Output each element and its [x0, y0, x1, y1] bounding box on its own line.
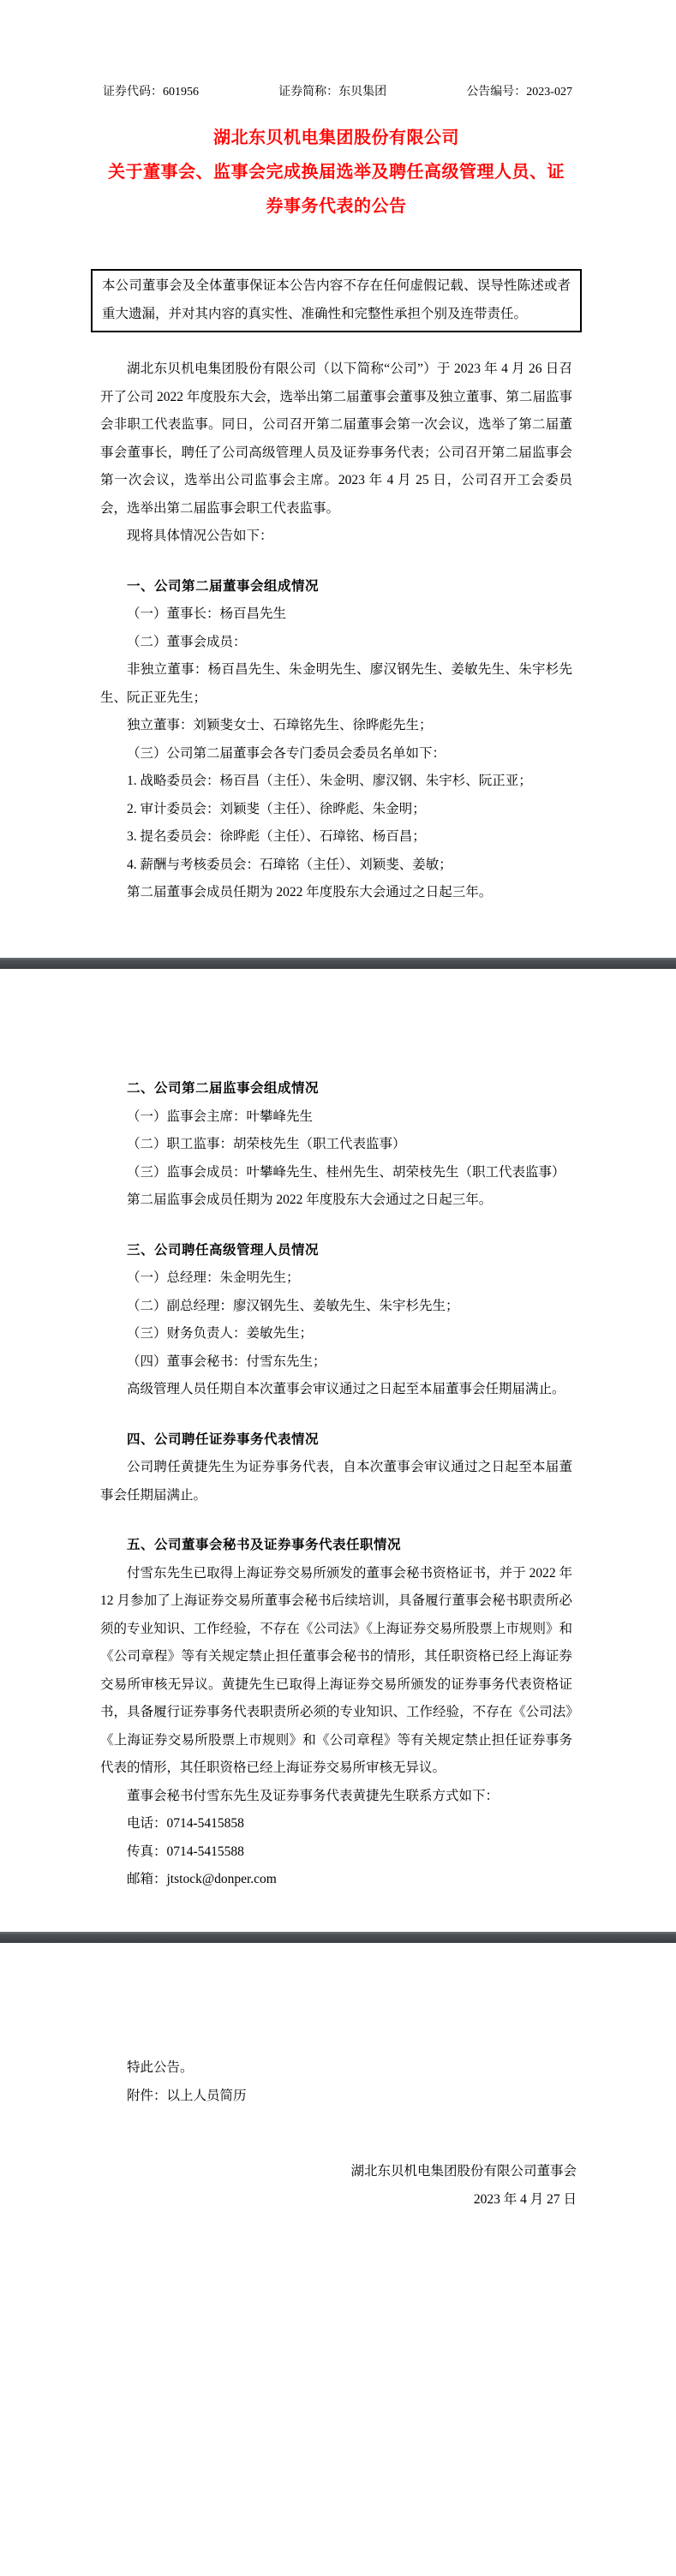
- section-3-heading: 三、公司聘任高级管理人员情况: [127, 1242, 320, 1258]
- section-1-item: 非独立董事：杨百昌先生、朱金明先生、廖汉钢先生、姜敏先生、朱宇杉先生、阮正亚先生；: [100, 662, 572, 705]
- section-1-heading: 一、公司第二届董事会组成情况: [127, 578, 320, 594]
- section-3-item: （一）总经理：朱金明先生；: [127, 1270, 300, 1285]
- section-1-item: 独立董事：刘颖斐女士、石璋铭先生、徐晔彪先生；: [127, 718, 433, 732]
- section-1-item: 3. 提名委员会：徐晔彪（主任）、石璋铭、杨百昌；: [127, 829, 426, 844]
- section-1-item: 第二届董事会成员任期为 2022 年度股东大会通过之日起三年。: [127, 885, 493, 900]
- section-1-item: （二）董事会成员：: [127, 634, 247, 649]
- section-1-item: （三）公司第二届董事会各专门委员会委员名单如下：: [127, 745, 446, 761]
- section-3-item: 高级管理人员任期自本次董事会审议通过之日起至本届董事会任期届满止。: [127, 1382, 565, 1396]
- signature-block: [100, 2158, 577, 2214]
- section-1-item: 2. 审计委员会：刘颖斐（主任）、徐晔彪、朱金明；: [127, 801, 426, 816]
- section-1-item: （一）董事长：杨百昌先生: [127, 607, 287, 621]
- intro-lead: 现将具体情况公告如下：: [127, 529, 273, 543]
- page-separator: [0, 958, 676, 969]
- section-2-heading: 二、公司第二届监事会组成情况: [127, 1081, 320, 1096]
- disclaimer-box: [91, 269, 582, 332]
- title-line-3: 券事务代表的公告: [266, 197, 407, 216]
- section-1-item: 4. 薪酬与考核委员会：石璋铭（主任）、刘颖斐、姜敏；: [127, 857, 452, 872]
- section-3-item: （四）董事会秘书：付雪东先生；: [127, 1354, 326, 1369]
- page-separator: [0, 1932, 676, 1943]
- section-5-item: 董事会秘书付雪东先生及证券事务代表黄捷先生联系方式如下：: [127, 1788, 500, 1803]
- page-3: [0, 1943, 676, 2576]
- section-2-item: （一）监事会主席：叶攀峰先生: [127, 1109, 314, 1124]
- section-2-item: （三）监事会成员：叶攀峰先生、桂州先生、胡荣枝先生（职工代表监事）: [127, 1164, 565, 1180]
- announcement-title: [100, 121, 572, 224]
- page-2: [0, 969, 676, 1932]
- intro-paragraph: 湖北东贝机电集团股份有限公司（以下简称“公司”）于 2023 年 4 月 26 日召开了公司 2022 年度股东大会，选举出第二届董事会董事及独立董事、第二届监事会非职工代表监事。同日，公司召开第二届董事会第一次会议，选举了第二届董事会董事长，聘任了公司高级管理人员及证券事务代表；公司召开第二届监事会第一次会议，选举出公司监事会主席。2023 年 4 月 25 日，公司召开工会委员会，选举出第二届监事会职工代表监事。: [100, 362, 572, 516]
- contact-fax: 传真：0714-5415588: [127, 1844, 244, 1859]
- contact-email: 邮箱：jtstock@donper.com: [127, 1872, 277, 1886]
- document-header: [103, 85, 572, 99]
- stock-code: 证券代码：601956: [103, 86, 199, 99]
- section-5-heading: 五、公司董事会秘书及证券事务代表任职情况: [127, 1538, 402, 1552]
- page-1: [0, 0, 676, 958]
- signature-company: 湖北东贝机电集团股份有限公司董事会: [350, 2164, 577, 2179]
- section-2-item: （二）职工监事：胡荣枝先生（职工代表监事）: [127, 1137, 406, 1151]
- contact-phone: 电话：0714-5415858: [127, 1816, 244, 1831]
- closing-attachment: 附件：以上人员简历: [127, 2088, 247, 2103]
- signature-date: 2023 年 4 月 27 日: [473, 2191, 577, 2207]
- closing-statement: 特此公告。: [127, 2060, 194, 2075]
- section-3-item: （二）副总经理：廖汉钢先生、姜敏先生、朱宇杉先生；: [127, 1298, 459, 1313]
- title-line-1: 湖北东贝机电集团股份有限公司: [213, 129, 459, 147]
- section-4-item: 公司聘任黄捷先生为证券事务代表，自本次董事会审议通过之日起至本届董事会任期届满止。: [100, 1460, 572, 1503]
- section-4-heading: 四、公司聘任证券事务代表情况: [127, 1431, 320, 1447]
- disclaimer-text: 本公司董事会及全体董事保证本公告内容不存在任何虚假记载、误导性陈述或者重大遗漏，并对其内容的真实性、准确性和完整性承担个别及连带责任。: [102, 278, 571, 321]
- section-5-item: 付雪东先生已取得上海证券交易所颁发的董事会秘书资格证书，并于 2022 年 12 月参加了上海证券交易所董事会秘书后续培训，具备履行董事会秘书职责所必须的专业知识、工作经验，不存在《公司法》《上海证券交易所股票上市规则》和《公司章程》等有关规定禁止担任董事会秘书的情形，其任职资格已经上海证券交易所审核无异议。黄捷先生已取得上海证券交易所颁发的证券事务代表资格证书，具备履行证券事务代表职责所必须的专业知识、工作经验，不存在《公司法》《上海证券交易所股票上市规则》和《公司章程》等有关规定禁止担任证券事务代表的情形，其任职资格已经上海证券交易所审核无异议。: [100, 1565, 572, 1775]
- section-3-item: （三）财务负责人：姜敏先生；: [127, 1326, 314, 1341]
- stock-abbr: 证券简称：东贝集团: [278, 86, 387, 99]
- section-2-item: 第二届监事会成员任期为 2022 年度股东大会通过之日起三年。: [127, 1192, 493, 1207]
- title-line-2: 关于董事会、监事会完成换届选举及聘任高级管理人员、证: [108, 163, 565, 182]
- section-1-item: 1. 战略委员会：杨百昌（主任）、朱金明、廖汉钢、朱宇杉、阮正亚；: [127, 774, 532, 788]
- announcement-number: 公告编号：2023-027: [466, 86, 572, 99]
